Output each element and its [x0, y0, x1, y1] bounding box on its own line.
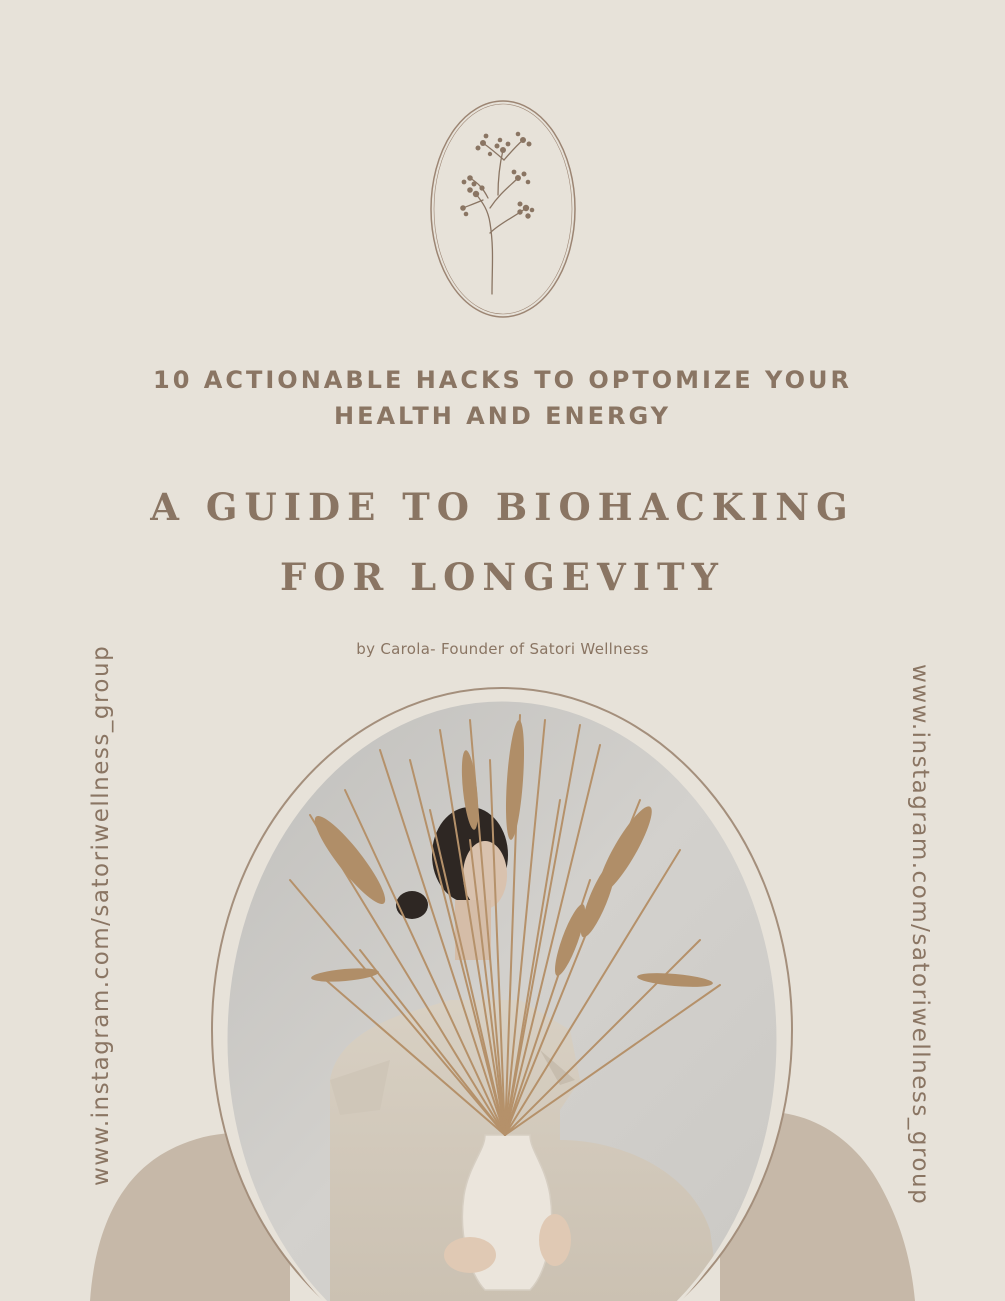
cover-photo: [200, 690, 800, 1301]
subtitle-line-2: HEALTH AND ENERGY: [333, 402, 672, 430]
author-byline: by Carola- Founder of Satori Wellness: [356, 640, 649, 658]
instagram-url-right: www.instagram.com/satoriwellness_group: [907, 664, 933, 1206]
instagram-url-left: www.instagram.com/satoriwellness_group: [88, 644, 114, 1186]
title-line-2: FOR LONGEVITY: [280, 555, 725, 599]
botanical-branch-oval-icon: [428, 98, 578, 320]
cover-subtitle: [100, 362, 905, 434]
subtitle-line-1: 10 ACTIONABLE HACKS TO OPTOMIZE YOUR: [153, 366, 852, 394]
cover-title: [80, 472, 925, 612]
title-line-1: A GUIDE TO BIOHACKING: [150, 485, 855, 529]
